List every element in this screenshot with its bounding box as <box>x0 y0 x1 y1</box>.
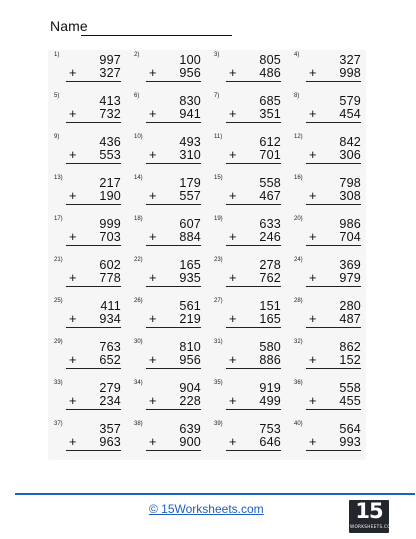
top-addend: 493 <box>179 135 201 149</box>
plus-operator: + <box>149 352 157 367</box>
answer-line[interactable] <box>146 204 201 205</box>
worksheet-area <box>48 50 366 460</box>
answer-line[interactable] <box>66 163 121 164</box>
plus-operator: + <box>309 311 317 326</box>
addition-problem <box>208 296 286 334</box>
plus-operator: + <box>69 352 77 367</box>
bottom-addend: 886 <box>259 353 281 367</box>
plus-operator: + <box>69 311 77 326</box>
top-addend: 639 <box>179 422 201 436</box>
bottom-addend: 701 <box>259 148 281 162</box>
addition-problem <box>128 378 206 416</box>
plus-operator: + <box>309 229 317 244</box>
addition-problem <box>128 173 206 211</box>
bottom-addend: 935 <box>179 271 201 285</box>
bottom-addend: 219 <box>179 312 201 326</box>
addition-problem <box>48 214 126 252</box>
plus-operator: + <box>229 147 237 162</box>
addition-problem <box>288 378 366 416</box>
addition-problem <box>128 91 206 129</box>
bottom-addend: 956 <box>179 66 201 80</box>
answer-line[interactable] <box>226 163 281 164</box>
answer-line[interactable] <box>146 163 201 164</box>
bottom-addend: 900 <box>179 435 201 449</box>
plus-operator: + <box>229 352 237 367</box>
plus-operator: + <box>229 229 237 244</box>
top-addend: 919 <box>259 381 281 395</box>
top-addend: 558 <box>259 176 281 190</box>
top-addend: 607 <box>179 217 201 231</box>
answer-line[interactable] <box>306 81 361 82</box>
bottom-addend: 652 <box>99 353 121 367</box>
problem-number: 5) <box>54 93 60 99</box>
addition-problem <box>128 132 206 170</box>
problem-number: 37) <box>54 421 63 427</box>
problem-number: 38) <box>134 421 143 427</box>
bottom-addend: 467 <box>259 189 281 203</box>
problem-number: 2) <box>134 52 140 58</box>
addition-problem <box>288 296 366 334</box>
addition-problem <box>128 419 206 457</box>
bottom-addend: 557 <box>179 189 201 203</box>
addition-problem <box>208 337 286 375</box>
plus-operator: + <box>149 147 157 162</box>
bottom-addend: 963 <box>99 435 121 449</box>
plus-operator: + <box>149 311 157 326</box>
addition-problem <box>48 255 126 293</box>
bottom-addend: 993 <box>339 435 361 449</box>
answer-line[interactable] <box>306 245 361 246</box>
answer-line[interactable] <box>146 368 201 369</box>
plus-operator: + <box>229 434 237 449</box>
plus-operator: + <box>69 229 77 244</box>
addition-problem <box>208 91 286 129</box>
addition-problem <box>48 132 126 170</box>
addition-problem <box>288 255 366 293</box>
top-addend: 217 <box>99 176 121 190</box>
top-addend: 100 <box>179 53 201 67</box>
problem-number: 18) <box>134 216 143 222</box>
answer-line[interactable] <box>146 286 201 287</box>
footer-divider <box>15 493 415 495</box>
problem-number: 28) <box>294 298 303 304</box>
addition-problem <box>128 255 206 293</box>
plus-operator: + <box>69 65 77 80</box>
answer-line[interactable] <box>146 81 201 82</box>
addition-problem <box>208 378 286 416</box>
answer-line[interactable] <box>306 204 361 205</box>
plus-operator: + <box>309 393 317 408</box>
plus-operator: + <box>229 188 237 203</box>
answer-line[interactable] <box>146 409 201 410</box>
addition-problem <box>208 132 286 170</box>
problem-number: 35) <box>214 380 223 386</box>
answer-line[interactable] <box>226 450 281 451</box>
answer-line[interactable] <box>226 409 281 410</box>
problem-number: 3) <box>214 52 220 58</box>
plus-operator: + <box>149 434 157 449</box>
addition-problem <box>208 173 286 211</box>
problem-number: 25) <box>54 298 63 304</box>
top-addend: 997 <box>99 53 121 67</box>
bottom-addend: 704 <box>339 230 361 244</box>
top-addend: 830 <box>179 94 201 108</box>
plus-operator: + <box>229 311 237 326</box>
bottom-addend: 703 <box>99 230 121 244</box>
top-addend: 369 <box>339 258 361 272</box>
plus-operator: + <box>149 106 157 121</box>
top-addend: 165 <box>179 258 201 272</box>
plus-operator: + <box>229 270 237 285</box>
answer-line[interactable] <box>66 245 121 246</box>
top-addend: 564 <box>339 422 361 436</box>
plus-operator: + <box>149 270 157 285</box>
problem-number: 20) <box>294 216 303 222</box>
bottom-addend: 486 <box>259 66 281 80</box>
addition-problem <box>48 296 126 334</box>
problem-number: 12) <box>294 134 303 140</box>
addition-problem <box>288 419 366 457</box>
problem-number: 14) <box>134 175 143 181</box>
top-addend: 151 <box>259 299 281 313</box>
answer-line[interactable] <box>146 450 201 451</box>
addition-problem <box>128 337 206 375</box>
answer-line[interactable] <box>146 327 201 328</box>
bottom-addend: 455 <box>339 394 361 408</box>
top-addend: 904 <box>179 381 201 395</box>
problem-number: 17) <box>54 216 63 222</box>
problem-number: 8) <box>294 93 300 99</box>
problem-number: 22) <box>134 257 143 263</box>
addition-problem <box>128 296 206 334</box>
answer-line[interactable] <box>306 450 361 451</box>
plus-operator: + <box>149 393 157 408</box>
bottom-addend: 308 <box>339 189 361 203</box>
addition-problem <box>288 50 366 88</box>
plus-operator: + <box>69 147 77 162</box>
top-addend: 561 <box>179 299 201 313</box>
bottom-addend: 306 <box>339 148 361 162</box>
plus-operator: + <box>149 188 157 203</box>
problem-number: 13) <box>54 175 63 181</box>
answer-line[interactable] <box>306 163 361 164</box>
plus-operator: + <box>229 393 237 408</box>
answer-line[interactable] <box>226 204 281 205</box>
problem-number: 21) <box>54 257 63 263</box>
bottom-addend: 152 <box>339 353 361 367</box>
plus-operator: + <box>309 188 317 203</box>
name-label: Name <box>50 18 88 34</box>
top-addend: 842 <box>339 135 361 149</box>
problem-number: 9) <box>54 134 60 140</box>
top-addend: 753 <box>259 422 281 436</box>
addition-problem <box>208 419 286 457</box>
addition-problem <box>48 378 126 416</box>
plus-operator: + <box>69 393 77 408</box>
addition-problem <box>48 173 126 211</box>
top-addend: 580 <box>259 340 281 354</box>
top-addend: 411 <box>100 299 121 313</box>
bottom-addend: 553 <box>99 148 121 162</box>
plus-operator: + <box>149 65 157 80</box>
bottom-addend: 762 <box>259 271 281 285</box>
addition-problem <box>128 50 206 88</box>
name-writing-line[interactable] <box>81 35 232 36</box>
top-addend: 280 <box>339 299 361 313</box>
addition-problem <box>288 91 366 129</box>
problem-number: 27) <box>214 298 223 304</box>
answer-line[interactable] <box>226 122 281 123</box>
top-addend: 357 <box>99 422 121 436</box>
addition-problem <box>48 337 126 375</box>
bottom-addend: 732 <box>99 107 121 121</box>
answer-line[interactable] <box>66 122 121 123</box>
plus-operator: + <box>69 434 77 449</box>
bottom-addend: 934 <box>99 312 121 326</box>
problem-number: 15) <box>214 175 223 181</box>
bottom-addend: 487 <box>339 312 361 326</box>
plus-operator: + <box>309 147 317 162</box>
addition-problem <box>208 214 286 252</box>
problem-number: 31) <box>214 339 223 345</box>
bottom-addend: 228 <box>179 394 201 408</box>
top-addend: 612 <box>259 135 281 149</box>
bottom-addend: 165 <box>259 312 281 326</box>
problem-number: 29) <box>54 339 63 345</box>
plus-operator: + <box>309 434 317 449</box>
bottom-addend: 454 <box>339 107 361 121</box>
logo-caption: WORKSHEETS.COM <box>350 524 395 529</box>
answer-line[interactable] <box>66 204 121 205</box>
bottom-addend: 190 <box>99 189 121 203</box>
addition-problem <box>48 419 126 457</box>
answer-line[interactable] <box>66 327 121 328</box>
problem-number: 30) <box>134 339 143 345</box>
addition-problem <box>288 173 366 211</box>
addition-problems-grid <box>48 50 366 460</box>
plus-operator: + <box>309 270 317 285</box>
answer-line[interactable] <box>306 286 361 287</box>
bottom-addend: 327 <box>99 66 121 80</box>
top-addend: 579 <box>339 94 361 108</box>
bottom-addend: 956 <box>179 353 201 367</box>
top-addend: 633 <box>259 217 281 231</box>
logo-number: 15 <box>355 499 383 523</box>
answer-line[interactable] <box>226 327 281 328</box>
answer-line[interactable] <box>226 81 281 82</box>
top-addend: 413 <box>99 94 121 108</box>
bottom-addend: 884 <box>179 230 201 244</box>
top-addend: 805 <box>259 53 281 67</box>
answer-line[interactable] <box>306 327 361 328</box>
problem-number: 40) <box>294 421 303 427</box>
answer-line[interactable] <box>226 286 281 287</box>
answer-line[interactable] <box>306 122 361 123</box>
bottom-addend: 351 <box>259 107 281 121</box>
top-addend: 179 <box>179 176 201 190</box>
plus-operator: + <box>229 65 237 80</box>
top-addend: 798 <box>339 176 361 190</box>
copyright-link[interactable]: © 15Worksheets.com <box>149 502 264 516</box>
problem-number: 4) <box>294 52 300 58</box>
problem-number: 33) <box>54 380 63 386</box>
answer-line[interactable] <box>66 368 121 369</box>
answer-line[interactable] <box>226 245 281 246</box>
plus-operator: + <box>309 106 317 121</box>
answer-line[interactable] <box>66 450 121 451</box>
bottom-addend: 499 <box>259 394 281 408</box>
plus-operator: + <box>309 352 317 367</box>
problem-number: 34) <box>134 380 143 386</box>
problem-number: 23) <box>214 257 223 263</box>
top-addend: 986 <box>339 217 361 231</box>
plus-operator: + <box>309 65 317 80</box>
addition-problem <box>288 337 366 375</box>
bottom-addend: 941 <box>179 107 201 121</box>
answer-line[interactable] <box>306 368 361 369</box>
addition-problem <box>288 132 366 170</box>
bottom-addend: 979 <box>339 271 361 285</box>
problem-number: 24) <box>294 257 303 263</box>
bottom-addend: 234 <box>99 394 121 408</box>
problem-number: 16) <box>294 175 303 181</box>
addition-problem <box>208 50 286 88</box>
answer-line[interactable] <box>146 122 201 123</box>
problem-number: 36) <box>294 380 303 386</box>
problem-number: 26) <box>134 298 143 304</box>
bottom-addend: 998 <box>339 66 361 80</box>
plus-operator: + <box>69 106 77 121</box>
plus-operator: + <box>69 270 77 285</box>
worksheets-logo <box>349 499 395 533</box>
problem-number: 10) <box>134 134 143 140</box>
problem-number: 6) <box>134 93 140 99</box>
top-addend: 810 <box>179 340 201 354</box>
bottom-addend: 310 <box>179 148 201 162</box>
answer-line[interactable] <box>146 245 201 246</box>
problem-number: 7) <box>214 93 220 99</box>
answer-line[interactable] <box>66 286 121 287</box>
problem-number: 11) <box>214 134 223 140</box>
top-addend: 763 <box>99 340 121 354</box>
problem-number: 19) <box>214 216 223 222</box>
answer-line[interactable] <box>66 81 121 82</box>
top-addend: 436 <box>99 135 121 149</box>
addition-problem <box>128 214 206 252</box>
top-addend: 327 <box>339 53 361 67</box>
plus-operator: + <box>149 229 157 244</box>
plus-operator: + <box>229 106 237 121</box>
plus-operator: + <box>69 188 77 203</box>
top-addend: 558 <box>339 381 361 395</box>
addition-problem <box>48 91 126 129</box>
addition-problem <box>288 214 366 252</box>
top-addend: 278 <box>259 258 281 272</box>
problem-number: 32) <box>294 339 303 345</box>
top-addend: 685 <box>259 94 281 108</box>
bottom-addend: 646 <box>259 435 281 449</box>
top-addend: 279 <box>99 381 121 395</box>
bottom-addend: 778 <box>99 271 121 285</box>
bottom-addend: 246 <box>259 230 281 244</box>
answer-line[interactable] <box>226 368 281 369</box>
problem-number: 1) <box>54 52 60 58</box>
answer-line[interactable] <box>306 409 361 410</box>
top-addend: 999 <box>99 217 121 231</box>
problem-number: 39) <box>214 421 223 427</box>
addition-problem <box>208 255 286 293</box>
top-addend: 602 <box>99 258 121 272</box>
answer-line[interactable] <box>66 409 121 410</box>
addition-problem <box>48 50 126 88</box>
top-addend: 862 <box>339 340 361 354</box>
